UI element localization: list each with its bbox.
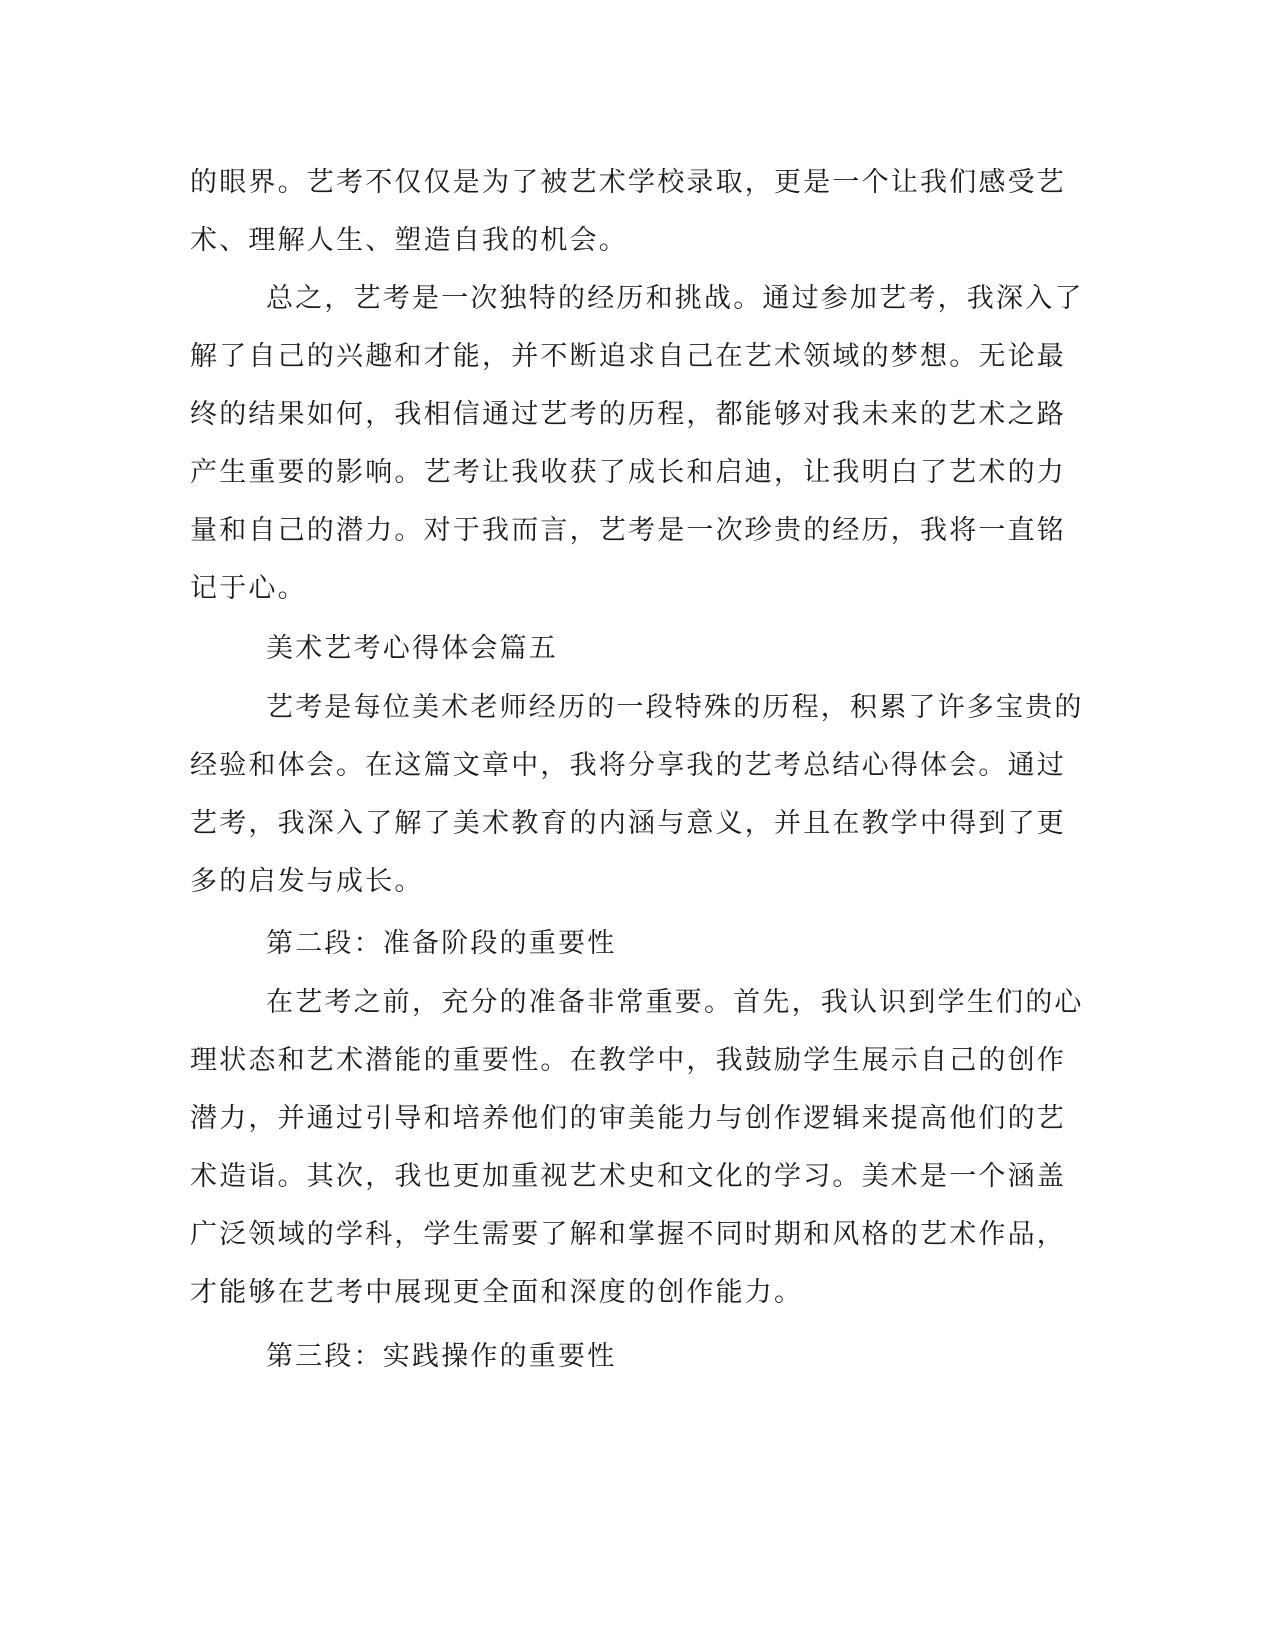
paragraph-start: 总之，艺考是一次独特的经历和挑战。通过参加艺考，我深入了 bbox=[266, 283, 1084, 314]
section-heading: 第三段：实践操作的重要性 bbox=[266, 1341, 617, 1372]
text-line: 多的启发与成长。 bbox=[190, 866, 424, 897]
section-heading: 第二段：准备阶段的重要性 bbox=[266, 928, 617, 959]
text-line: 记于心。 bbox=[190, 573, 307, 604]
section-heading: 美术艺考心得体会篇五 bbox=[266, 633, 558, 664]
text-line: 广泛领域的学科，学生需要了解和掌握不同时期和风格的艺术作品， bbox=[190, 1219, 1066, 1250]
paragraph-start: 艺考是每位美术老师经历的一段特殊的历程，积累了许多宝贵的 bbox=[266, 692, 1084, 723]
text-line: 的眼界。艺考不仅仅是为了被艺术学校录取，更是一个让我们感受艺 bbox=[190, 167, 1066, 198]
text-line: 产生重要的影响。艺考让我收获了成长和启迪，让我明白了艺术的力 bbox=[190, 457, 1066, 488]
text-line: 经验和体会。在这篇文章中，我将分享我的艺考总结心得体会。通过 bbox=[190, 750, 1066, 781]
text-line: 艺考，我深入了解了美术教育的内涵与意义，并且在教学中得到了更 bbox=[190, 808, 1066, 839]
text-line: 潜力，并通过引导和培养他们的审美能力与创作逻辑来提高他们的艺 bbox=[190, 1103, 1066, 1134]
text-line: 术造诣。其次，我也更加重视艺术史和文化的学习。美术是一个涵盖 bbox=[190, 1161, 1066, 1192]
text-line: 解了自己的兴趣和才能，并不断追求自己在艺术领域的梦想。无论最 bbox=[190, 341, 1066, 372]
text-line: 终的结果如何，我相信通过艺考的历程，都能够对我未来的艺术之路 bbox=[190, 399, 1066, 430]
text-line: 术、理解人生、塑造自我的机会。 bbox=[190, 225, 628, 256]
text-line: 量和自己的潜力。对于我而言，艺考是一次珍贵的经历，我将一直铭 bbox=[190, 515, 1066, 546]
paragraph-start: 在艺考之前，充分的准备非常重要。首先，我认识到学生们的心 bbox=[266, 987, 1084, 1018]
text-line: 理状态和艺术潜能的重要性。在教学中，我鼓励学生展示自己的创作 bbox=[190, 1045, 1066, 1076]
text-line: 才能够在艺考中展现更全面和深度的创作能力。 bbox=[190, 1277, 804, 1308]
